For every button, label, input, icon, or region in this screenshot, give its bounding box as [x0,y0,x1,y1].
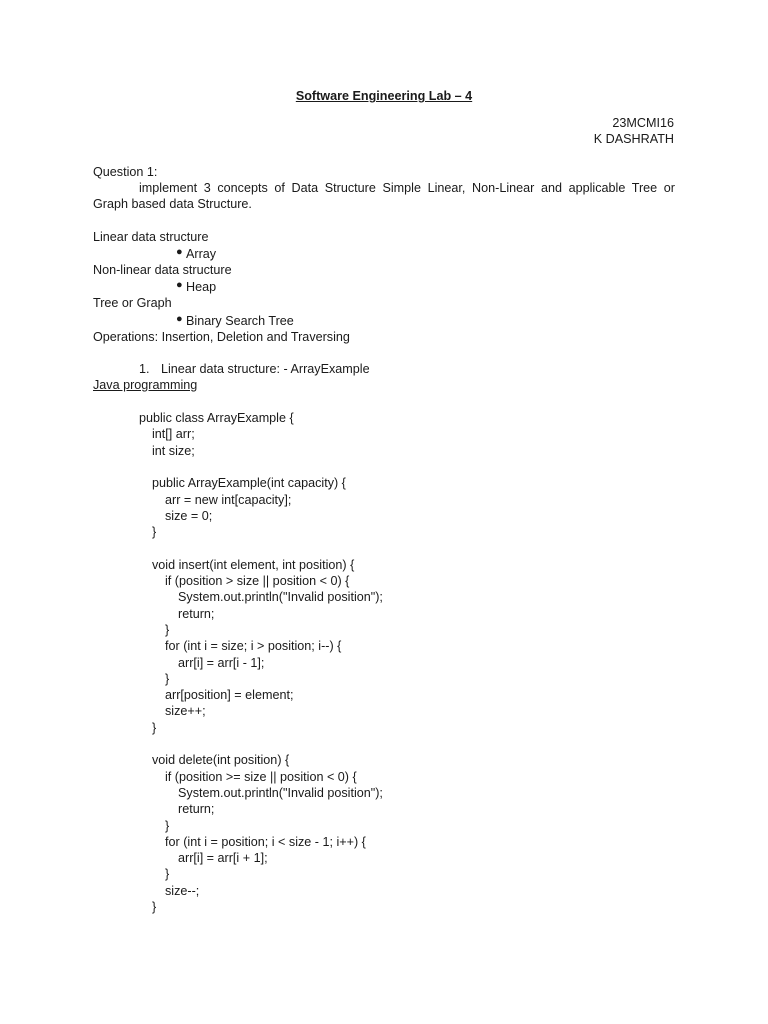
code-line: } [165,867,170,882]
code-line: size++; [165,704,206,719]
code-line: public ArrayExample(int capacity) { [152,476,346,491]
code-line: System.out.println("Invalid position"); [178,590,383,605]
bullet-icon: ● [176,279,183,291]
section-heading-tree-graph: Tree or Graph [93,296,172,310]
code-line: arr = new int[capacity]; [165,492,292,507]
page-title: Software Engineering Lab – 4 [295,89,473,103]
code-line: void delete(int position) { [152,753,290,768]
code-line: return; [178,606,215,621]
bullet-icon: ● [176,246,183,258]
code-line: for (int i = position; i < size - 1; i++) { [165,834,366,849]
code-line: if (position > size || position < 0) { [165,574,350,588]
code-line: System.out.println("Invalid position"); [178,785,383,800]
code-line: } [152,900,157,914]
roll-number: 23MCMI16 [612,116,674,130]
code-line: arr[i] = arr[i + 1]; [178,851,268,866]
code-line: } [165,622,170,637]
code-line: int[] arr; [152,427,195,442]
code-line: } [165,671,170,686]
java-programming-heading: Java programming [93,378,198,392]
code-line: public class ArrayExample { [139,411,294,425]
operations-text: Operations: Insertion, Deletion and Traversing [93,330,350,344]
code-line: if (position >= size || position < 0) { [165,769,357,784]
code-line: } [152,720,157,735]
code-line: size = 0; [165,508,213,523]
section-heading-linear: Linear data structure [93,230,209,244]
bullet-item-array: Array [186,247,217,261]
code-line: int size; [152,443,195,458]
bullet-icon: ● [176,313,183,325]
section-heading-non-linear: Non-linear data structure [93,263,232,277]
question-text-line-2: Graph based data Structure. [93,197,252,211]
code-line: arr[i] = arr[i - 1]; [178,655,265,670]
code-line: } [152,525,157,540]
numbered-item-text: Linear data structure: - ArrayExample [161,362,370,376]
code-line: void insert(int element, int position) { [152,557,355,572]
code-line: size--; [165,883,200,898]
code-line: for (int i = size; i > position; i--) { [165,639,342,654]
student-name: K DASHRATH [593,132,674,146]
bullet-item-heap: Heap [186,280,217,294]
bullet-item-bst: Binary Search Tree [186,314,294,328]
question-label: Question 1: [93,165,158,179]
numbered-item-number: 1. [139,362,150,376]
code-line: arr[position] = element; [165,688,294,703]
code-line: } [165,818,170,833]
question-text-line-1: implement 3 concepts of Data Structure Simple Linear, Non-Linear and applicable Tree or [139,181,675,195]
code-line: return; [178,802,215,817]
